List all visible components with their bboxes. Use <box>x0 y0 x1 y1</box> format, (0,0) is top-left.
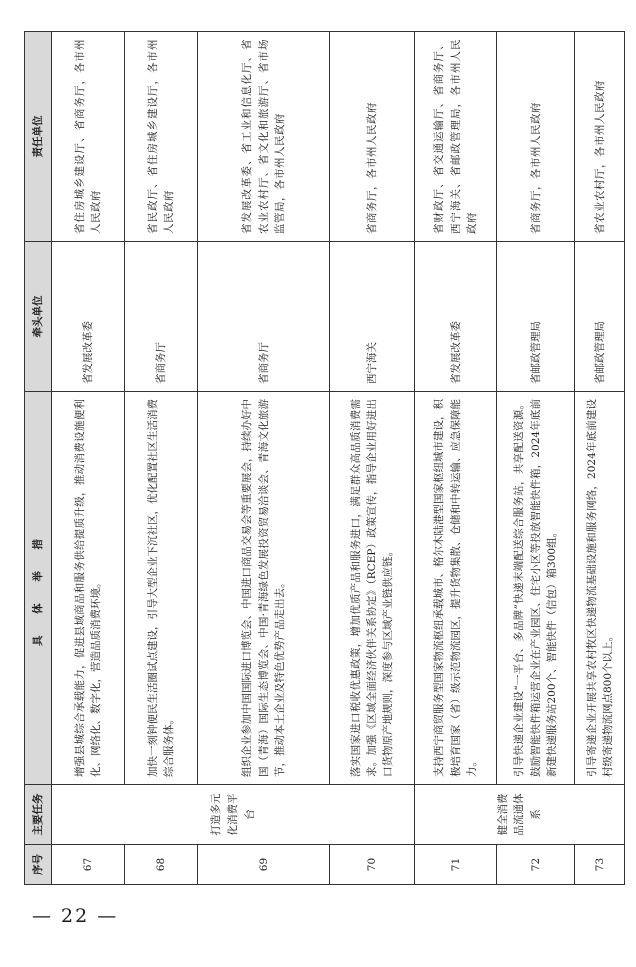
row-measure: 组织企业参加中国国际进口博览会、中国进口商品交易会等重要展会，持续办好中国（青海）国际生态博览会、中国·青海绿色发展投资贸易洽谈会、青海文化旅游节，推动本土企业及特色优势产品走出去。 <box>198 392 330 785</box>
rotated-table-container <box>24 32 614 885</box>
header-seq: 序号 <box>25 845 52 885</box>
row-measure: 引导寄递企业开展共享农村牧区快递物流基础设施和服务网络，2024年底前建设村级寄递物流网点800个以上。 <box>575 392 625 785</box>
row-measure: 支持西宁商贸服务型国家物流枢纽承载城市、格尔木陆港型国家枢纽城市建设，积极培育国家（省）级示范物流园区，提升货物集散、仓储和中转运输、应急保障能力。 <box>415 392 497 785</box>
table-row <box>52 32 125 885</box>
row-measure: 落实国家进口税收优惠政策，增加优质产品和服务进口，满足群众高品质消费需求。加强《区域全面经济伙伴关系协定》（RCEP）政策宣传，指导企业用好进出口货物原产地规则，深度参与区域产业链供应链。 <box>330 392 415 785</box>
row-seq: 70 <box>330 845 415 885</box>
task-group-cell: 打造多元化消费平台 <box>52 785 415 845</box>
header-resp: 责任单位 <box>25 32 52 242</box>
task-group-cell: 健全消费品流通体系 <box>415 785 625 845</box>
row-lead-unit: 省邮政管理局 <box>497 242 575 392</box>
header-task: 主要任务 <box>25 785 52 845</box>
row-measure: 加快一刻钟便民生活圈试点建设，引导大型企业下沉社区，优化配置社区生活消费综合服务体。 <box>125 392 198 785</box>
row-resp-units: 省商务厅，各市州人民政府 <box>497 32 575 242</box>
measures-table <box>24 31 625 885</box>
row-seq: 67 <box>52 845 125 885</box>
row-resp-units: 省商务厅，各市州人民政府 <box>330 32 415 242</box>
table-row <box>125 32 198 885</box>
table-header-row <box>25 32 52 885</box>
header-measure: 具 体 举 措 <box>25 392 52 785</box>
row-seq: 71 <box>415 845 497 885</box>
row-lead-unit: 省商务厅 <box>125 242 198 392</box>
row-lead-unit: 省发展改革委 <box>415 242 497 392</box>
row-resp-units: 省发展改革委、省工业和信息化厅、省农业农村厅、省文化和旅游厅、省市场监管局，各市州人民政府 <box>198 32 330 242</box>
table-row <box>575 32 625 885</box>
table-row <box>330 32 415 885</box>
page-number: — 22 — <box>32 905 119 927</box>
row-lead-unit: 西宁海关 <box>330 242 415 392</box>
row-measure: 引导快递企业建设“一平台、多品牌”快递末端配送综合服务站，共享配送资源。鼓励智能快件箱运营企业在产业园区、住宅小区等投放智能快件箱，2024年底前新建快递服务站200个、智能快件（信包）箱300组。 <box>497 392 575 785</box>
row-seq: 72 <box>497 845 575 885</box>
header-lead: 牵头单位 <box>25 242 52 392</box>
row-lead-unit: 省发展改革委 <box>52 242 125 392</box>
table-row <box>415 32 497 885</box>
row-resp-units: 省民政厅、省住房城乡建设厅，各市州人民政府 <box>125 32 198 242</box>
row-seq: 68 <box>125 845 198 885</box>
row-resp-units: 省财政厅、省交通运输厅、省商务厅、西宁海关、省邮政管理局，各市州人民政府 <box>415 32 497 242</box>
table-row <box>198 32 330 885</box>
row-resp-units: 省住房城乡建设厅、省商务厅，各市州人民政府 <box>52 32 125 242</box>
row-lead-unit: 省商务厅 <box>198 242 330 392</box>
row-measure: 增强县城综合承载能力，促进县域商品和服务供给提质升级，推动消费设施便利化、网络化、数字化，营造品质消费环境。 <box>52 392 125 785</box>
row-lead-unit: 省邮政管理局 <box>575 242 625 392</box>
row-seq: 73 <box>575 845 625 885</box>
row-resp-units: 省农业农村厅，各市州人民政府 <box>575 32 625 242</box>
table-row <box>497 32 575 885</box>
row-seq: 69 <box>198 845 330 885</box>
